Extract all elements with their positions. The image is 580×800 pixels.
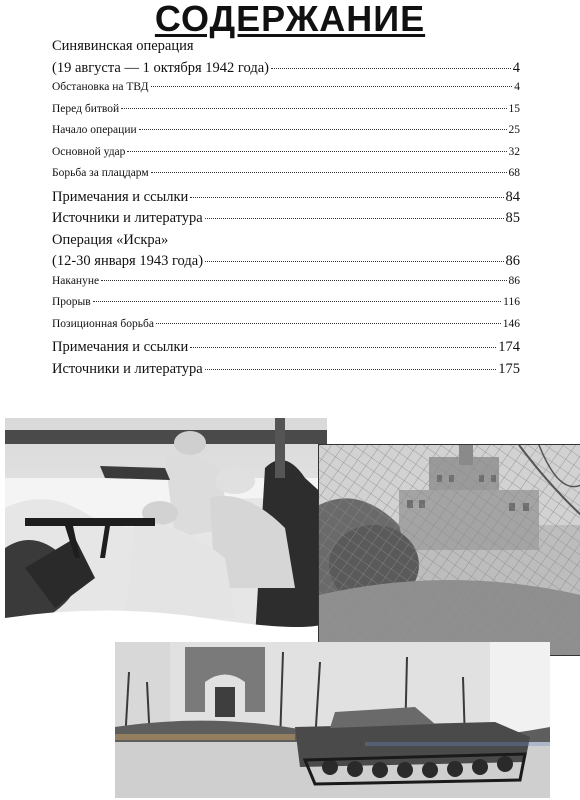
toc-entry[interactable] [52, 275, 520, 297]
toc-page-number: 68 [508, 167, 520, 179]
toc-leader-dots [127, 151, 506, 152]
toc-entry[interactable] [52, 167, 520, 189]
camouflage-net-building-photo [318, 444, 580, 656]
toc-entry-label: Позиционная борьба [52, 317, 154, 330]
toc-leader-dots [101, 280, 506, 281]
toc-leader-dots [190, 197, 503, 198]
toc-page-number: 175 [498, 360, 520, 377]
toc-entry[interactable] [52, 318, 520, 340]
toc-entry-label: Накануне [52, 274, 100, 287]
soldiers-in-snow-photo [5, 418, 327, 638]
toc-entry[interactable] [52, 296, 520, 318]
toc-entry[interactable] [52, 103, 520, 125]
toc-page-number: 84 [505, 188, 520, 205]
toc-entry[interactable] [52, 339, 520, 361]
toc-entry-label: Основной удар [52, 145, 126, 158]
toc-entry[interactable] [52, 210, 520, 232]
toc-page-number: 4 [512, 59, 520, 76]
tank-ruins-photo [115, 642, 550, 798]
toc-leader-dots [205, 218, 504, 219]
toc-entry-label: Борьба за плацдарм [52, 167, 149, 179]
toc-entry[interactable] [52, 146, 520, 168]
toc-entry-label: Перед битвой [52, 102, 120, 115]
toc-page-number: 15 [508, 102, 520, 115]
toc-entry-label: Прорыв [52, 296, 91, 308]
toc-entry-label: (12-30 января 1943 года) [52, 253, 204, 269]
table-of-contents [52, 38, 520, 382]
toc-page-number: 86 [505, 253, 520, 269]
toc-leader-dots [156, 323, 501, 324]
toc-section-heading [52, 38, 520, 60]
toc-entry[interactable] [52, 361, 520, 383]
toc-page-number: 116 [503, 296, 520, 308]
toc-entry[interactable] [52, 124, 520, 146]
toc-entry[interactable] [52, 60, 520, 82]
toc-leader-dots [121, 108, 506, 109]
toc-leader-dots [139, 129, 507, 130]
toc-entry-label: Примечания и ссылки [52, 339, 189, 355]
toc-page-number: 174 [498, 339, 520, 355]
toc-entry-label: Примечания и ссылки [52, 188, 189, 205]
toc-leader-dots [151, 86, 513, 87]
toc-entry-label: Начало операции [52, 124, 137, 136]
toc-leader-dots [205, 369, 497, 370]
toc-page-number: 86 [508, 274, 520, 287]
toc-page-number: 25 [508, 124, 520, 136]
toc-section-heading [52, 232, 520, 254]
toc-leader-dots [271, 68, 511, 69]
toc-entry-label: Синявинская операция [52, 38, 194, 54]
toc-page-number: 4 [514, 81, 520, 93]
toc-leader-dots [190, 347, 496, 348]
toc-leader-dots [93, 301, 501, 302]
toc-page-number: 146 [502, 317, 520, 330]
toc-entry-label: Операция «Искра» [52, 231, 169, 248]
toc-page-number: 85 [505, 210, 520, 226]
toc-entry-label: Обстановка на ТВД [52, 81, 149, 93]
toc-leader-dots [205, 261, 503, 262]
toc-entry[interactable] [52, 81, 520, 103]
page-title: СОДЕРЖАНИЕ [154, 0, 426, 39]
toc-entry-label: Источники и литература [52, 360, 203, 377]
toc-leader-dots [151, 172, 507, 173]
toc-page-number: 32 [508, 145, 520, 158]
toc-entry-label: Источники и литература [52, 210, 203, 226]
toc-entry[interactable] [52, 253, 520, 275]
toc-entry[interactable] [52, 189, 520, 211]
toc-entry-label: (19 августа — 1 октября 1942 года) [52, 59, 269, 76]
